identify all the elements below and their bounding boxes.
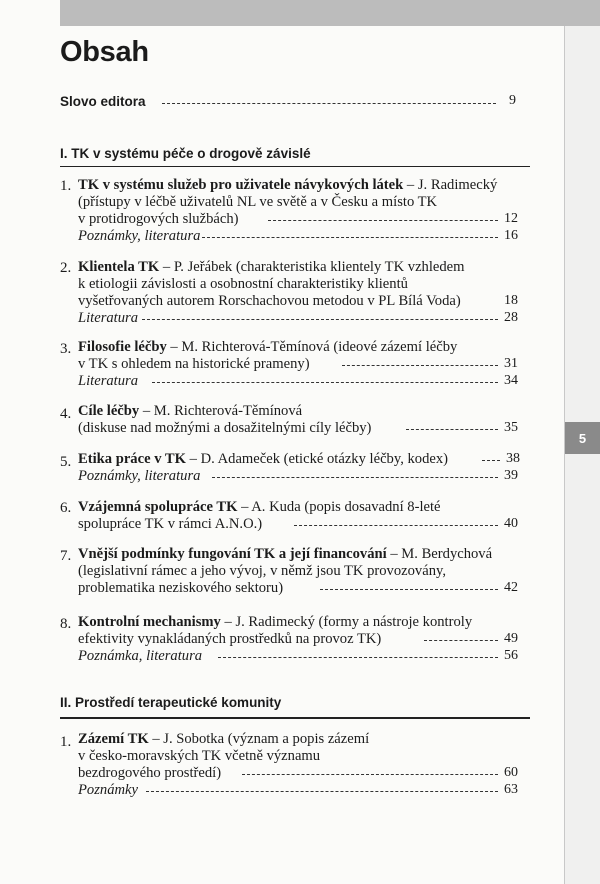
entry-line[interactable] [78, 614, 472, 631]
page-number: 12 [504, 211, 518, 226]
entry-line[interactable] [78, 731, 369, 748]
entry-description: v protidrogových službách) [78, 211, 239, 227]
entry-description: v TK s ohledem na historické prameny) [78, 356, 310, 372]
entry-title[interactable]: Filosofie léčby [78, 339, 167, 355]
entry-line[interactable] [78, 403, 302, 420]
entry-line[interactable] [78, 499, 441, 516]
entry-title[interactable]: Cíle léčby [78, 403, 140, 419]
entry-line[interactable] [78, 259, 465, 276]
entry-number: 5. [60, 454, 72, 470]
entry-number: 6. [60, 500, 72, 516]
entry-description: (legislativní rámec a jeho vývoj, v němž jsou TK provozovány, [78, 563, 446, 579]
entry-title[interactable]: Kontrolní mechanismy [78, 614, 221, 630]
entry-description: (přístupy v léčbě uživatelů NL ve světě a v Česku a místo TK [78, 194, 438, 210]
dot-leader [146, 791, 498, 792]
entry-number: 2. [60, 260, 72, 276]
entry-line[interactable] [78, 339, 457, 356]
dot-leader [162, 103, 496, 104]
entry-description: (diskuse nad možnými a dosažitelnými cíly léčby) [78, 420, 372, 436]
entry-author: – P. Jeřábek (charakteristika klientely TK vzhledem [159, 259, 465, 275]
entry-subitem[interactable]: Poznámky [78, 782, 138, 798]
page-number: 49 [504, 631, 518, 646]
page-number: 63 [504, 782, 518, 797]
dot-leader [320, 589, 498, 590]
dot-leader [202, 237, 498, 238]
entry-description: k etiologii závislosti a osobnostní charakteristiky klientů [78, 276, 408, 292]
entry-title[interactable]: TK v systému služeb pro uživatele návykových látek [78, 177, 404, 193]
page-number: 38 [506, 451, 520, 466]
entry-number: 1. [60, 734, 72, 750]
entry-number: 3. [60, 341, 72, 357]
entry-description: vyšetřovaných autorem Rorschachovou metodou v PL Bílá Voda) [78, 293, 461, 309]
dot-leader [424, 640, 498, 641]
section-heading: I. TK v systému péče o drogově závislé [60, 146, 311, 161]
dot-leader [406, 429, 498, 430]
page-title: Obsah [60, 36, 149, 68]
section-rule [60, 717, 530, 719]
section-heading: II. Prostředí terapeutické komunity [60, 695, 282, 710]
dot-leader [218, 657, 498, 658]
entry-subitem[interactable]: Poznámky, literatura [78, 468, 201, 484]
entry-subitem[interactable]: Poznámky, literatura [78, 228, 201, 244]
dot-leader [212, 477, 498, 478]
page-number: 9 [509, 93, 516, 108]
entry-line[interactable] [78, 546, 492, 563]
page-number: 28 [504, 310, 518, 325]
entry-subitem[interactable]: Poznámka, literatura [78, 648, 203, 664]
entry-number: 7. [60, 548, 72, 564]
entry-title[interactable]: Etika práce v TK [78, 451, 186, 467]
entry-description: problematika neziskového sektoru) [78, 580, 284, 596]
dot-leader [268, 220, 498, 221]
entry-description: spolupráce TK v rámci A.N.O.) [78, 516, 263, 532]
entry-subitem[interactable]: Literatura [78, 373, 139, 389]
entry-title[interactable]: Klientela TK [78, 259, 160, 275]
chapter-tab: 5 [565, 422, 600, 454]
entry-author: – J. Sobotka (význam a popis zázemí [148, 731, 370, 747]
entry-author: – M. Berdychová [386, 546, 493, 562]
entry-author: – D. Adameček (etické otázky léčby, kodex) [185, 451, 449, 467]
entry-author: – J. Radimecký [403, 177, 498, 193]
entry-author: – J. Radimecký (formy a nástroje kontroly [220, 614, 473, 630]
entry-title[interactable]: Vnější podmínky fungování TK a její financování [78, 546, 387, 562]
dot-leader [242, 774, 498, 775]
entry-title[interactable]: Vzájemná spolupráce TK [78, 499, 238, 515]
page-number: 31 [504, 356, 518, 371]
dot-leader [152, 382, 498, 383]
editor-label[interactable]: Slovo editora [60, 94, 146, 109]
page-number: 56 [504, 648, 518, 663]
entry-number: 8. [60, 616, 72, 632]
entry-subitem[interactable]: Literatura [78, 310, 139, 326]
header-band [60, 0, 600, 26]
entry-line[interactable] [78, 177, 497, 194]
entry-author: – A. Kuda (popis dosavadní 8-leté [237, 499, 441, 515]
entry-description: v česko-moravských TK včetně významu [78, 748, 321, 764]
entry-title[interactable]: Zázemí TK [78, 731, 149, 747]
dot-leader [294, 525, 498, 526]
page-number: 42 [504, 580, 518, 595]
page-number: 40 [504, 516, 518, 531]
page-number: 35 [504, 420, 518, 435]
page-number: 16 [504, 228, 518, 243]
entry-author: – M. Richterová-Těmínová (ideové zázemí léčby [166, 339, 458, 355]
page-edge-strip [564, 26, 600, 884]
entry-description: efektivity vynakládaných prostředků na provoz TK) [78, 631, 382, 647]
entry-author: – M. Richterová-Těmínová [139, 403, 303, 419]
entry-number: 1. [60, 178, 72, 194]
page-number: 18 [504, 293, 518, 308]
dot-leader [142, 319, 498, 320]
entry-description: bezdrogového prostředí) [78, 765, 222, 781]
page-number: 34 [504, 373, 518, 388]
dot-leader [342, 365, 498, 366]
entry-number: 4. [60, 406, 72, 422]
page-number: 60 [504, 765, 518, 780]
page-number: 39 [504, 468, 518, 483]
section-rule [60, 166, 530, 167]
entry-line[interactable] [78, 451, 448, 468]
